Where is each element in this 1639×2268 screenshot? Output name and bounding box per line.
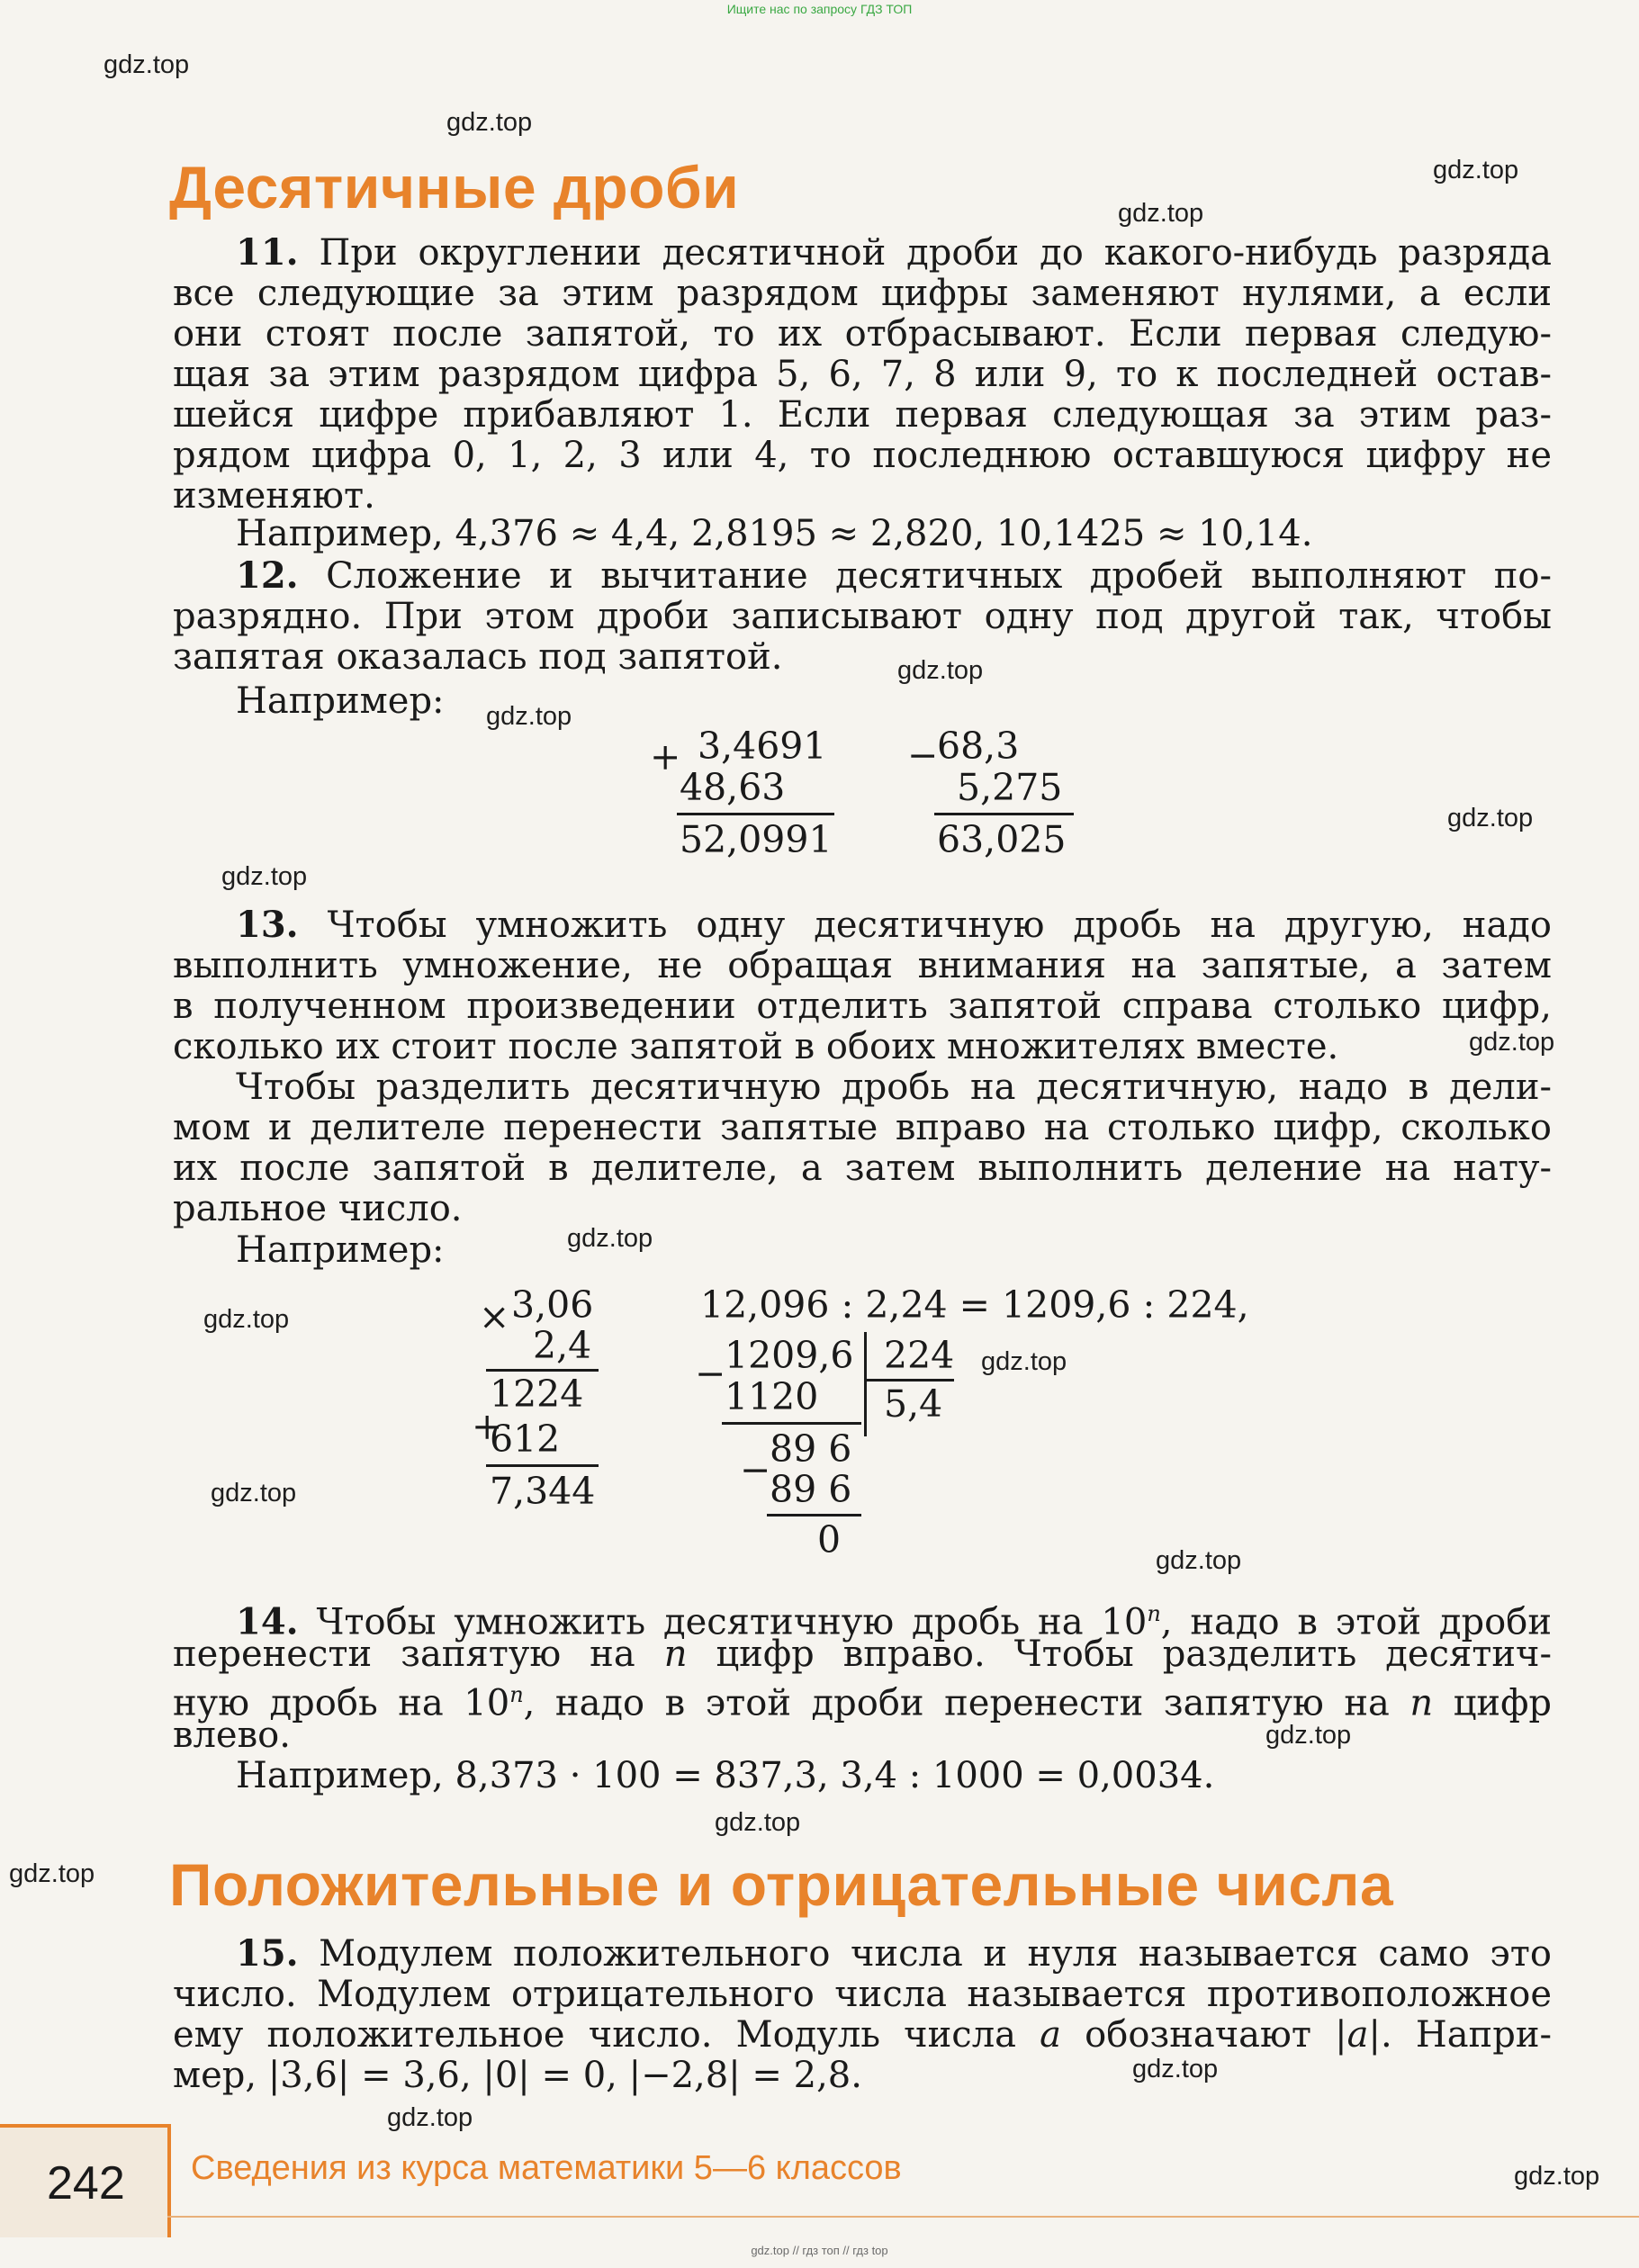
watermark-link[interactable]: gdz.top: [221, 862, 308, 891]
addition-rule: [677, 813, 834, 815]
division-equation: 12,096 : 2,24 = 1209,6 : 224,: [700, 1283, 1249, 1327]
division-remainder-1: 89 6: [770, 1427, 852, 1471]
watermark-link[interactable]: gdz.top: [897, 656, 984, 685]
multiplication-operand-b: 2,4: [533, 1324, 592, 1367]
division-rule-2: [767, 1514, 861, 1516]
p11-example: Например, 4,376 ≈ 4,4, 2,8195 ≈ 2,820, 10,1425 ≈ 10,14.: [236, 513, 1313, 554]
addition-sign: +: [650, 735, 681, 778]
subtraction-result: 63,025: [937, 818, 1067, 861]
p15-line-2: число. Модулем отрицательного числа называется противоположное: [173, 1974, 1552, 2015]
watermark-link[interactable]: gdz.top: [446, 108, 533, 137]
watermark-link[interactable]: gdz.top: [1132, 2055, 1219, 2084]
division-bracket: [864, 1332, 867, 1436]
addition-operand-b: 48,63: [680, 766, 786, 809]
p12-line-1: 12. Сложение и вычитание десятичных дробей выполняют по-: [236, 554, 1553, 597]
division-minus-2: −: [740, 1448, 771, 1491]
p13-line-7: их после запятой в делителе, а затем выполнить деление на нату-: [173, 1148, 1552, 1189]
p11-number: 11.: [236, 231, 299, 274]
watermark-link[interactable]: gdz.top: [203, 1305, 290, 1334]
p14-number: 14.: [236, 1600, 299, 1643]
p14-example: Например, 8,373 · 100 = 837,3, 3,4 : 1000 = 0,0034.: [236, 1755, 1215, 1796]
watermark-link[interactable]: gdz.top: [1447, 804, 1534, 832]
division-remainder-2: 0: [817, 1518, 842, 1562]
footer-running-title: Сведения из курса математики 5—6 классов: [191, 2149, 902, 2187]
watermark-link[interactable]: gdz.top: [387, 2103, 473, 2132]
p13-line-3: в полученном произведении отделить запятой справа столько цифр,: [173, 986, 1552, 1027]
multiplication-partial-2: 612: [490, 1418, 561, 1461]
p14-line-3: ную дробь на 10$^n$, надо в этой дроби перенести запятую на n цифр: [173, 1682, 1552, 1724]
watermark-link[interactable]: gdz.top: [211, 1479, 297, 1508]
p12-number: 12.: [236, 554, 299, 597]
p14-line-4: влево.: [173, 1714, 291, 1756]
p14-line-1: 14. Чтобы умножить десятичную дробь на 10$^n$, надо в этой дроби: [236, 1600, 1552, 1643]
p11-line-3: они стоят после запятой, то их отбрасывают. Если первая следую-: [173, 313, 1552, 355]
watermark-link[interactable]: gdz.top: [1433, 156, 1519, 184]
watermark-link[interactable]: gdz.top: [9, 1859, 95, 1888]
p11-line-7: изменяют.: [173, 475, 375, 517]
multiplication-result: 7,344: [490, 1470, 596, 1513]
addition-result: 52,0991: [680, 818, 833, 861]
subtraction-operand-b: 5,275: [957, 766, 1063, 809]
watermark-link[interactable]: gdz.top: [981, 1347, 1067, 1376]
watermark-link[interactable]: gdz.top: [104, 50, 190, 79]
p13-example-label: Например:: [236, 1229, 445, 1271]
bottom-banner: gdz.top // гдз топ // гдз top: [751, 2244, 888, 2257]
watermark-link[interactable]: gdz.top: [715, 1808, 801, 1837]
watermark-link[interactable]: gdz.top: [1514, 2162, 1600, 2191]
multiplication-rule-2: [486, 1464, 599, 1467]
footer-rule: [167, 2216, 1639, 2218]
subtraction-rule: [934, 813, 1074, 815]
division-subtrahend-2: 89 6: [770, 1468, 852, 1511]
p13-line-5: Чтобы разделить десятичную дробь на десятичную, надо в дели-: [236, 1066, 1552, 1108]
division-divisor: 224: [884, 1334, 955, 1377]
multiplication-operand-a: 3,06: [511, 1283, 594, 1327]
top-banner: Ищите нас по запросу ГДЗ ТОП: [726, 2, 913, 16]
p15-line-4: мер, |3,6| = 3,6, |0| = 0, |−2,8| = 2,8.: [173, 2055, 862, 2096]
division-dividend: 1209,6: [725, 1334, 854, 1377]
p15-line-1: 15. Модулем положительного числа и нуля называется само это: [236, 1932, 1552, 1975]
section-heading-signed: Положительные и отрицательные числа: [169, 1851, 1394, 1918]
p13-line-6: мом и делителе перенести запятые вправо на столько цифр, сколько: [173, 1107, 1552, 1148]
p15-line-3: ему положительное число. Модуль числа a обозначают |a|. Напри-: [173, 2014, 1552, 2056]
subtraction-sign: −: [907, 734, 939, 777]
multiplication-sign: ×: [479, 1295, 510, 1338]
p12-example-label: Например:: [236, 680, 445, 722]
watermark-link[interactable]: gdz.top: [567, 1224, 653, 1253]
watermark-link[interactable]: gdz.top: [486, 702, 572, 731]
p11-line-6: рядом цифра 0, 1, 2, 3 или 4, то последнюю оставшуюся цифру не: [173, 435, 1552, 476]
addition-operand-a: 3,4691: [698, 724, 827, 768]
multiplication-plus: +: [472, 1405, 503, 1448]
p13-line-4: сколько их стоит после запятой в обоих множителях вместе.: [173, 1026, 1339, 1067]
p11-line-4: щая за этим разрядом цифра 5, 6, 7, 8 или 9, то к последней остав-: [173, 354, 1552, 395]
watermark-link[interactable]: gdz.top: [1118, 199, 1204, 228]
watermark-link[interactable]: gdz.top: [1265, 1721, 1352, 1750]
division-divisor-rule: [864, 1379, 954, 1382]
p13-line-2: выполнить умножение, не обращая внимания на запятые, а затем: [173, 945, 1552, 986]
p11-line-5: шейся цифре прибавляют 1. Если первая следующая за этим раз-: [173, 394, 1552, 436]
p13-line-1: 13. Чтобы умножить одну десятичную дробь на другую, надо: [236, 904, 1553, 946]
p11-line-1: 11. При округлении десятичной дроби до какого-нибудь разряда: [236, 231, 1553, 274]
multiplication-partial-1: 1224: [490, 1372, 584, 1416]
p13-line-8: ральное число.: [173, 1188, 463, 1229]
division-quotient: 5,4: [884, 1382, 943, 1426]
p12-line-2: разрядно. При этом дроби записывают одну под другой так, чтобы: [173, 596, 1552, 637]
division-subtrahend-1: 1120: [725, 1375, 819, 1418]
watermark-link[interactable]: gdz.top: [1156, 1546, 1242, 1575]
p12-line-3: запятая оказалась под запятой.: [173, 636, 783, 678]
p15-number: 15.: [236, 1932, 299, 1975]
division-rule-1: [722, 1422, 861, 1425]
p11-line-2: все следующие за этим разрядом цифры заменяют нулями, а если: [173, 273, 1552, 314]
division-minus-1: −: [695, 1352, 726, 1395]
section-heading-decimal: Десятичные дроби: [169, 154, 740, 220]
subtraction-operand-a: 68,3: [937, 724, 1020, 768]
multiplication-rule-1: [486, 1369, 599, 1372]
p14-line-2: перенести запятую на n цифр вправо. Чтобы разделить десятич-: [173, 1634, 1552, 1675]
p13-number: 13.: [236, 904, 299, 946]
watermark-link[interactable]: gdz.top: [1469, 1028, 1555, 1057]
page-number: 242: [47, 2157, 125, 2210]
